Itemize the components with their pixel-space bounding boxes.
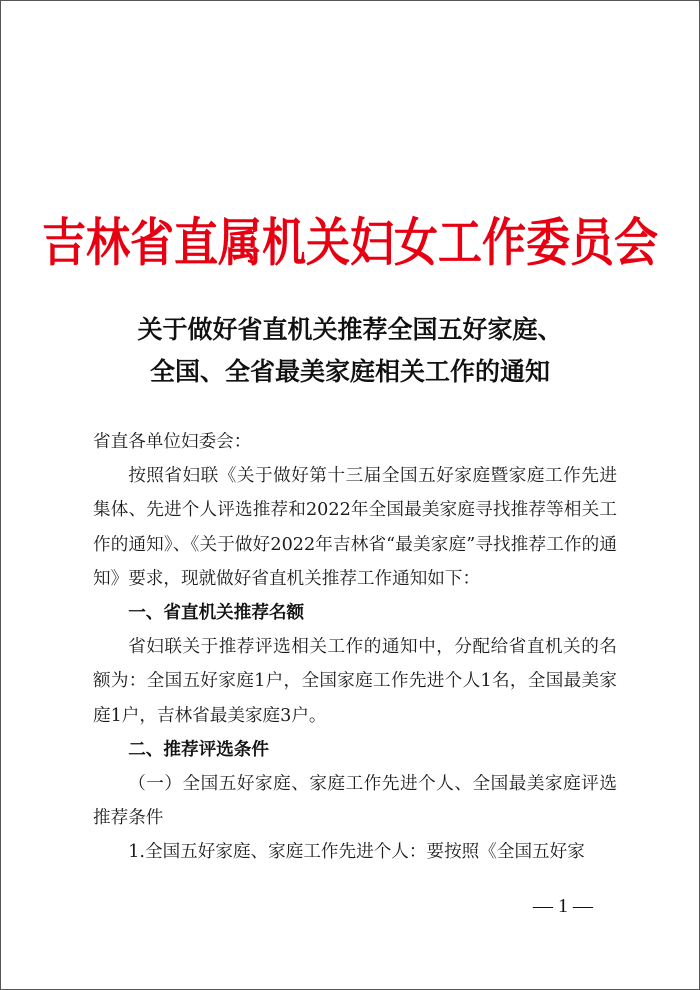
title-line-2: 全国、全省最美家庭相关工作的通知	[149, 357, 550, 386]
red-masthead: 吉林省直属机关妇女工作委员会	[42, 213, 658, 274]
document-body	[93, 425, 617, 870]
page-number: — 1 —	[533, 895, 593, 917]
salutation: 省直各单位妇委会：	[93, 432, 252, 452]
subsection-criteria: （一）全国五好家庭、家庭工作先进个人、全国最美家庭评选推荐条件	[93, 774, 617, 829]
document-title	[1, 309, 699, 393]
section-heading-quota: 一、省直机关推荐名额	[128, 602, 305, 624]
quota-paragraph: 省妇联关于推荐评选相关工作的通知中，分配给省直机关的名额为：全国五好家庭1户，全国家庭工作先进个人1名，全国最美家庭1户，吉林省最美家庭3户。	[93, 637, 617, 726]
section-heading-criteria: 二、推荐评选条件	[128, 738, 269, 760]
criteria-item-1: 1.全国五好家庭、家庭工作先进个人：要按照《全国五好家	[128, 842, 585, 863]
intro-paragraph: 按照省妇联《关于做好第十三届全国五好家庭暨家庭工作先进集体、先进个人评选推荐和2022年全国最美家庭寻找推荐等相关工作的通知》、《关于做好2022年吉林省“最美家庭”寻找推荐工作的通知》要求，现就做好省直机关推荐工作通知如下：	[93, 466, 617, 589]
title-line-1: 关于做好省直机关推荐全国五好家庭、	[137, 315, 563, 344]
